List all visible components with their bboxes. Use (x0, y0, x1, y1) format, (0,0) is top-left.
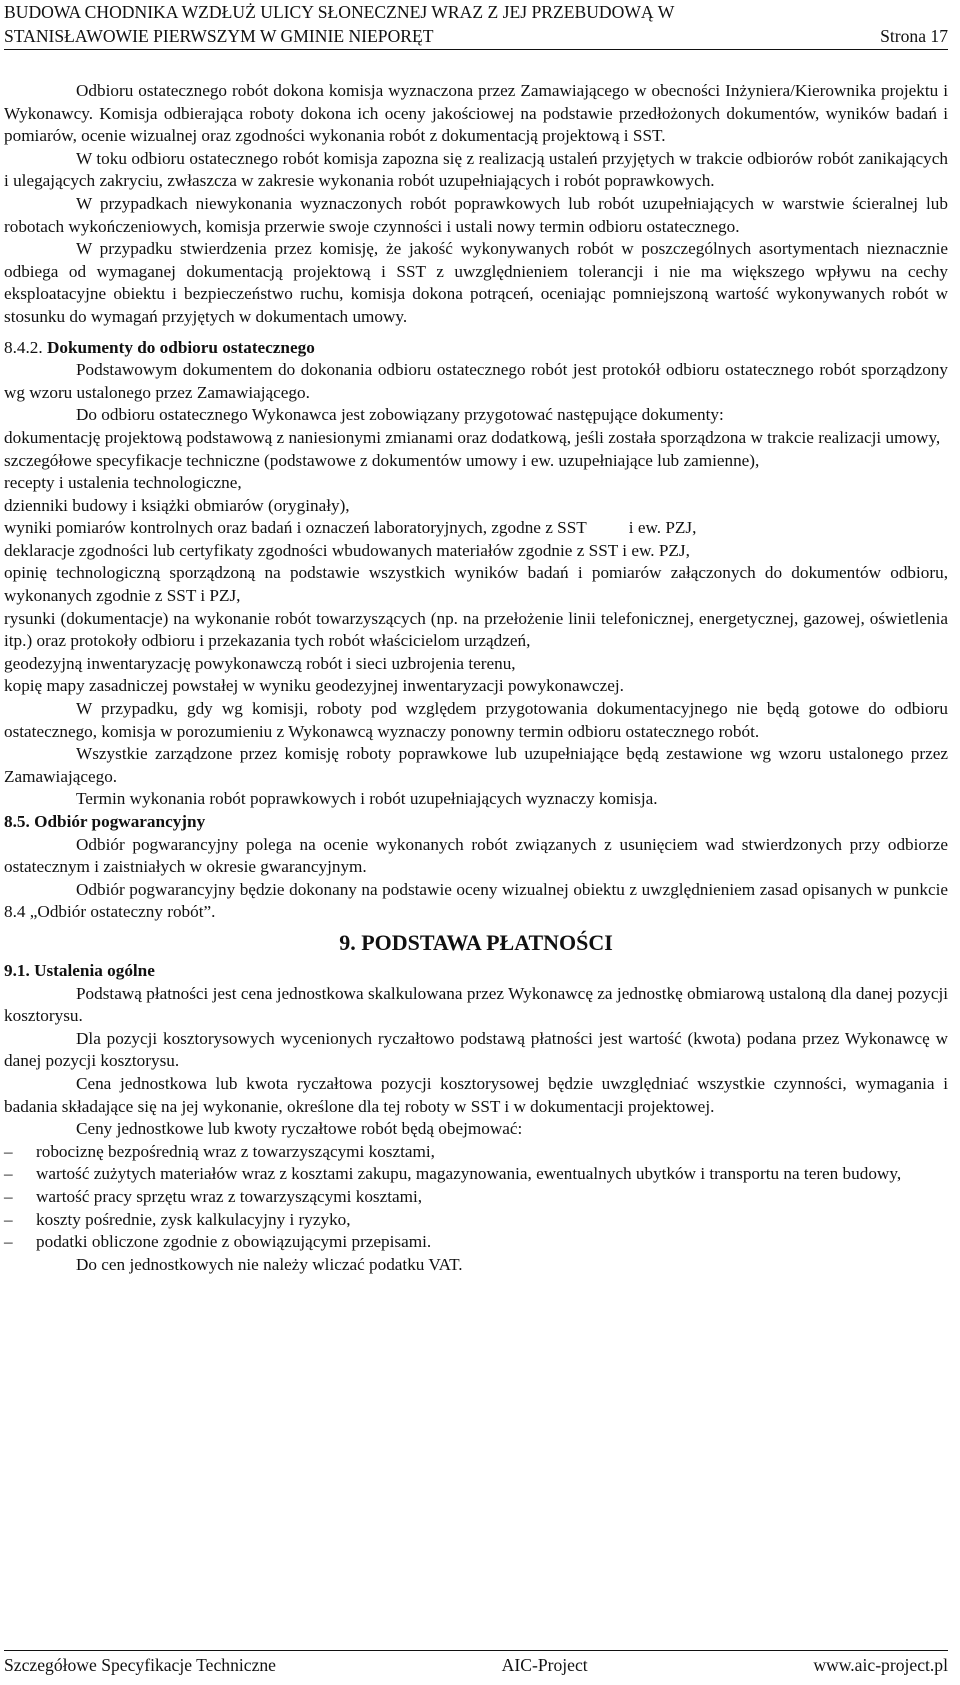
paragraph: Do odbioru ostatecznego Wykonawca jest zobowiązany przygotować następujące dokumenty: (76, 405, 724, 425)
list-item (4, 1141, 948, 1164)
section-heading-842 (4, 337, 948, 360)
paragraph: Podstawą płatności jest cena jednostkowa skalkulowana przez Wykonawcę za jednostkę obmiarową ustaloną dla danej pozycji kosztorysu. (4, 983, 948, 1026)
document-list-item: recepty i ustalenia technologiczne, (4, 473, 242, 493)
list-item (4, 1231, 948, 1254)
footer-website-link[interactable]: www.aic-project.pl (813, 1655, 948, 1675)
paragraph: W przypadku stwierdzenia przez komisję, że jakość wykonywanych robót w poszczególnych asortymentach nieznacznie odbiega od wymaganej dokumentacją projektową i SST z uwzględnieniem tolerancji i nie ma większego wpływu na cechy eksploatacyjne obiektu i bezpieczeństwo ruchu, komisja dokona potrąceń, oceniając pomniejszoną wartość wykonywanych robót w stosunku do wymagań przyjętych w dokumentach umowy. (4, 239, 948, 326)
list-text: wyniki pomiarów kontrolnych oraz badań i oznaczeń laboratoryjnych, zgodne z SST (4, 518, 587, 538)
page-header (4, 0, 948, 50)
header-title-line2: STANISŁAWOWIE PIERWSZYM W GMINIE NIEPORĘT (4, 26, 434, 46)
header-title-line1: BUDOWA CHODNIKA WZDŁUŻ ULICY SŁONECZNEJ WRAZ Z JEJ PRZEBUDOWĄ W (4, 2, 675, 22)
document-list-item: kopię mapy zasadniczej powstałej w wyniku geodezyjnej inwentaryzacji powykonawczej. (4, 676, 624, 696)
cost-components-list (4, 1141, 948, 1254)
section-title: Dokumenty do odbioru ostatecznego (46, 337, 315, 357)
paragraph: Wszystkie zarządzone przez komisję roboty poprawkowe lub uzupełniające będą zestawione wg wzoru ustalonego przez Zamawiającego. (4, 744, 948, 786)
document-list-item: opinię technologiczną sporządzoną na podstawie wszystkich wyników badań i pomiarów załączonych do dokumentów odbioru, wykonanych zgodnie z SST i PZJ, (4, 563, 948, 606)
document-list-item: rysunki (dokumentacje) na wykonanie robót towarzyszących (np. na przełożenie linii telefonicznej, energetycznej, gazowej, oświetlenia itp.) oraz protokoły odbioru i przekazania tych robót właścicielom urządzeń, (4, 608, 948, 651)
document-list-item: szczegółowe specyfikacje techniczne (podstawowe z dokumentów umowy i ew. uzupełniające lub zamienne), (4, 450, 760, 470)
dash-bullet: – (4, 1209, 13, 1229)
list-item (4, 1209, 948, 1232)
document-list-item: deklaracje zgodności lub certyfikaty zgodności wbudowanych materiałów zgodnie z SST i ew. PZJ, (4, 540, 690, 560)
paragraph: Ceny jednostkowe lub kwoty ryczałtowe robót będą obejmować: (76, 1119, 523, 1139)
paragraph: Odbioru ostatecznego robót dokona komisja wyznaczona przez Zamawiającego w obecności Inżyniera/Kierownika projektu i Wykonawcy. Komisja odbierająca roboty dokona ich oceny jakościowej na podstawie przedłożonych dokumentów, wyników badań i pomiarów, ocenie wizualnej oraz zgodności wykonania robót z dokumentacją projektową i SST. (4, 81, 948, 146)
paragraph: W toku odbioru ostatecznego robót komisja zapozna się z realizacją ustaleń przyjętych w trakcie odbiorów robót zanikających i ulegających zakryciu, zwłaszcza w zakresie wykonania robót uzupełniających i robót poprawkowych. (4, 148, 948, 191)
paragraph: W przypadku, gdy wg komisji, roboty pod względem przygotowania dokumentacyjnego nie będą gotowe do odbioru ostatecznego, komisja w porozumieniu z Wykonawcą wyznaczy ponowny termin odbioru ostatecznego robót. (4, 699, 948, 741)
list-item (4, 1186, 948, 1209)
paragraph: Do cen jednostkowych nie należy wliczać podatku VAT. (76, 1254, 463, 1274)
list-text: podatki obliczone zgodnie z obowiązującymi przepisami. (36, 1232, 432, 1252)
list-text: wartość zużytych materiałów wraz z kosztami zakupu, magazynowania, ewentualnych ubytków i transportu na teren budowy, (36, 1164, 902, 1184)
footer-left: Szczegółowe Specyfikacje Techniczne (4, 1655, 276, 1675)
chapter-heading-9: 9. PODSTAWA PŁATNOŚCI (339, 929, 613, 955)
section-heading-91: 9.1. Ustalenia ogólne (4, 960, 155, 980)
document-list-item: geodezyjną inwentaryzację powykonawczą robót i sieci uzbrojenia terenu, (4, 653, 516, 673)
page-number: Strona 17 (880, 26, 948, 46)
list-text: wartość pracy sprzętu wraz z towarzyszącymi kosztami, (36, 1186, 423, 1206)
paragraph: Cena jednostkowa lub kwota ryczałtowa pozycji kosztorysowej będzie uwzględniać wszystkie czynności, wymagania i badania składające się na jej wykonanie, określone dla tej roboty w SST i w dokumentacji projektowej. (4, 1073, 948, 1116)
footer-center: AIC-Project (501, 1655, 588, 1675)
section-number: 8.4.2. (4, 337, 43, 357)
list-item (4, 1163, 948, 1186)
paragraph: Podstawowym dokumentem do dokonania odbioru ostatecznego robót jest protokół odbioru ostatecznego robót sporządzony wg wzoru ustalonego przez Zamawiającego. (4, 360, 948, 402)
paragraph: Odbiór pogwarancyjny będzie dokonany na podstawie oceny wizualnej obiektu z uwzględnieniem zasad opisanych w punkcie 8.4 „Odbiór ostateczny robót”. (4, 879, 948, 922)
dash-bullet: – (4, 1186, 13, 1206)
paragraph: Odbiór pogwarancyjny polega na ocenie wykonanych robót związanych z usunięciem wad stwierdzonych przy odbiorze ostatecznym i zaistniałych w okresie gwarancyjnym. (4, 834, 948, 877)
paragraph: W przypadkach niewykonania wyznaczonych robót poprawkowych lub robót uzupełniających w warstwie ścieralnej lub robotach wykończeniowych, komisja przerwie swoje czynności i ustali nowy termin odbioru ostatecznego. (4, 193, 948, 236)
header-row2 (4, 24, 948, 48)
document-body (4, 80, 948, 1276)
dash-bullet: – (4, 1141, 13, 1161)
list-text: robociznę bezpośrednią wraz z towarzyszącymi kosztami, (36, 1141, 435, 1161)
document-list-item: dokumentację projektową podstawową z naniesionymi zmianami oraz dodatkową, jeśli została sporządzona w trakcie realizacji umowy, (4, 427, 941, 447)
dash-bullet: – (4, 1232, 13, 1252)
document-list-item (4, 517, 948, 540)
paragraph: Termin wykonania robót poprawkowych i robót uzupełniających wyznaczy komisja. (76, 789, 658, 809)
paragraph: Dla pozycji kosztorysowych wycenionych ryczałtowo podstawą płatności jest wartość (kwota) podana przez Wykonawcę w danej pozycji kosztorysu. (4, 1028, 948, 1071)
list-text: koszty pośrednie, zysk kalkulacyjny i ryzyko, (36, 1209, 351, 1229)
page-footer (4, 1650, 948, 1676)
document-list-item: dzienniki budowy i książki obmiarów (oryginały), (4, 495, 350, 515)
section-heading-85: 8.5. Odbiór pogwarancyjny (4, 812, 206, 831)
dash-bullet: – (4, 1164, 13, 1184)
list-text: i ew. PZJ, (628, 518, 697, 538)
